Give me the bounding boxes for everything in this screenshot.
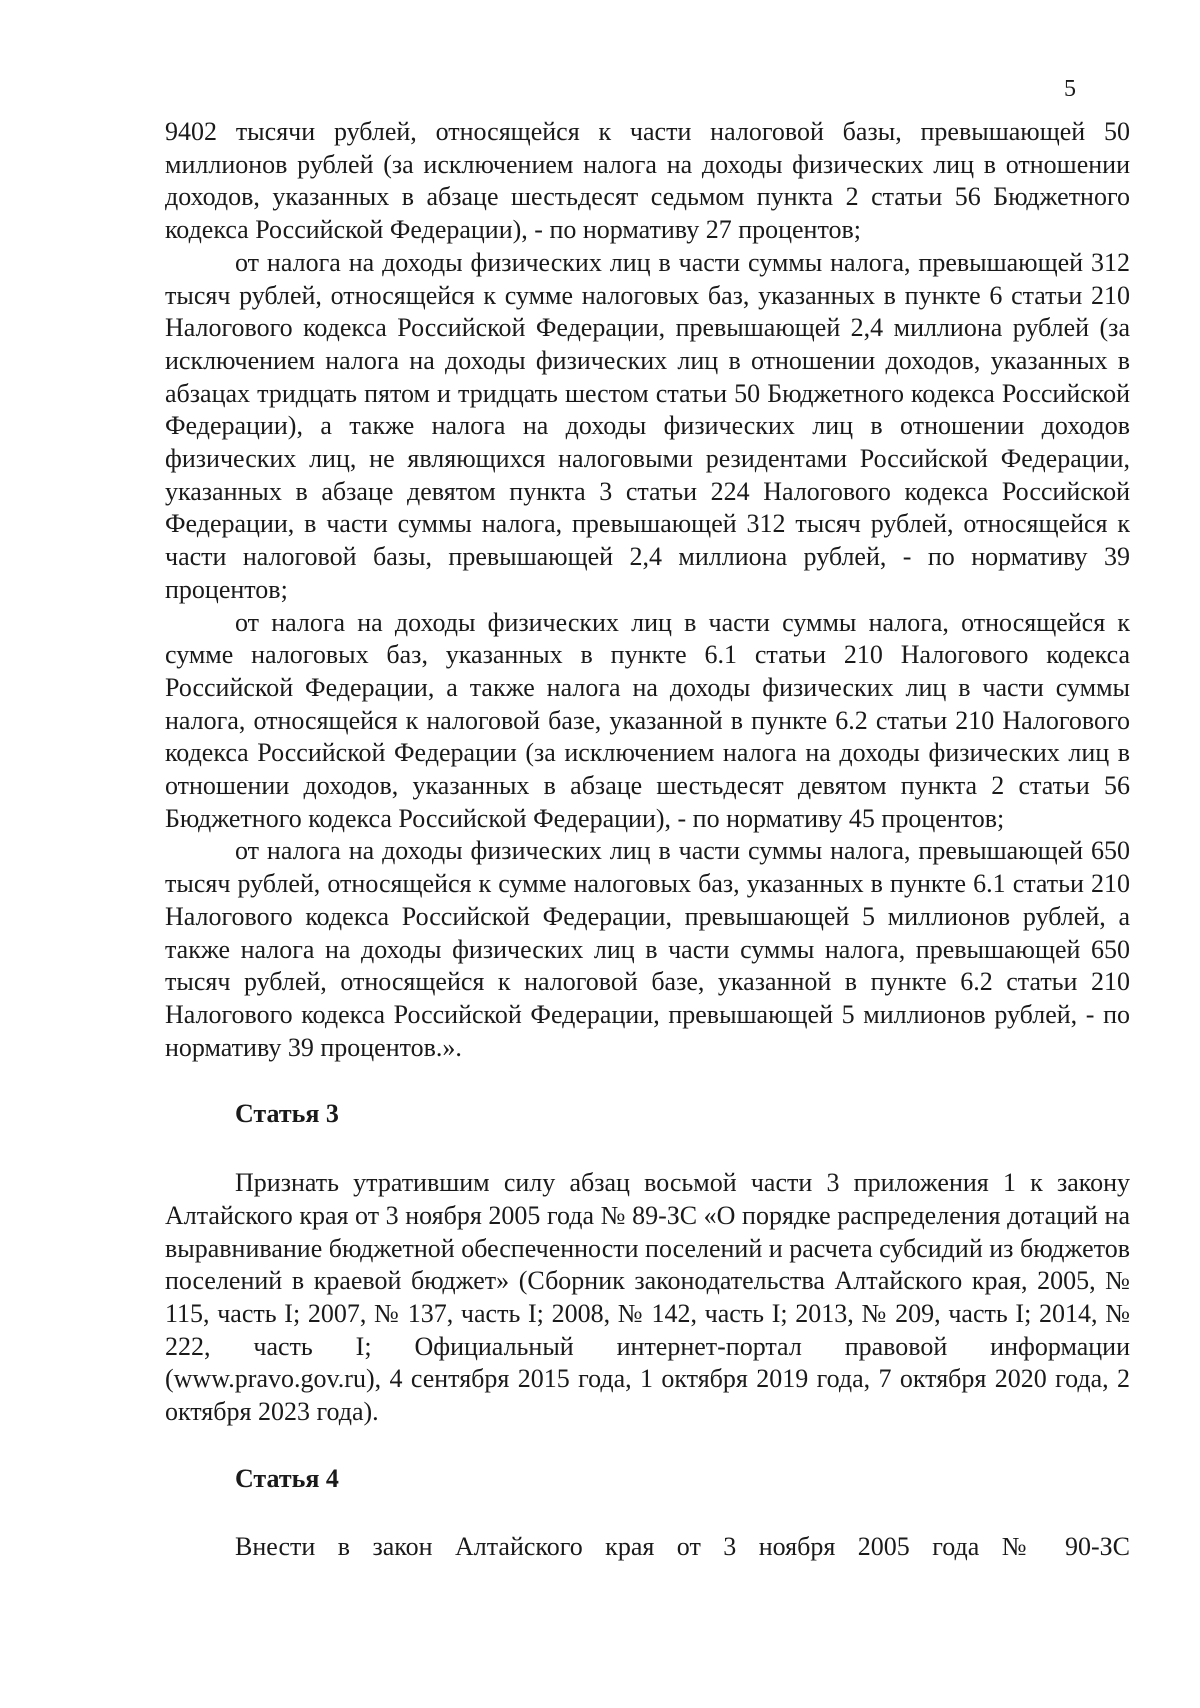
article-4-heading: Статья 4	[235, 1463, 339, 1493]
spacer	[165, 1131, 1130, 1167]
paragraph-tax-6-1: от налога на доходы физических лиц в части суммы налога, относящейся к сумме налоговых баз, указанных в пункте 6.1 статьи 210 Налогового кодекса Российской Федерации, а также налога на доходы физических лиц в части суммы налога, относящейся к налоговой базе, указанной в пункте 6.2 статьи 210 Налогового кодекса Российской Федерации (за исключением налога на доходы физических лиц в отношении доходов, указанных в абзаце шестьдесят девятом пункта 2 статьи 56 Бюджетного кодекса Российской Федерации), - по нормативу 45 процентов;	[165, 607, 1130, 833]
article-3-text: Признать утратившим силу абзац восьмой части 3 приложения 1 к закону Алтайского края от 3 ноября 2005 года № 89-ЗС «О порядке распределения дотаций на выравнивание бюджетной обеспеченности поселений и расчета субсидий из бюджетов поселений в краевой бюджет» (Сборник законодательства Алтайского края, 2005, № 115, часть I; 2007, № 137, часть I; 2008, № 142, часть I; 2013, № 209, часть I; 2014, № 222, часть I; Официальный интернет-портал правовой информации (www.pravo.gov.ru), 4 сентября 2015 года, 1 октября 2019 года, 7 октября 2020 года, 2 октября 2023 года).	[165, 1168, 1130, 1427]
article-4-text: Внести в закон Алтайского края от 3 ноября 2005 года № 90-ЗС	[235, 1532, 1130, 1562]
paragraph-tax-650: от налога на доходы физических лиц в части суммы налога, превышающей 650 тысяч рублей, относящейся к сумме налоговых баз, указанных в пункте 6.1 статьи 210 Налогового кодекса Российской Федерации, превышающей 5 миллионов рублей, а также налога на доходы физических лиц в части суммы налога, превышающей 650 тысяч рублей, относящейся к налоговой базе, указанной в пункте 6.2 статьи 210 Налогового кодекса Российской Федерации, превышающей 5 миллионов рублей, - по нормативу 39 процентов.».	[165, 836, 1130, 1062]
spacer	[165, 1064, 1130, 1098]
document-body	[165, 116, 1130, 1564]
paragraph-continued: 9402 тысячи рублей, относящейся к части налоговой базы, превышающей 50 миллионов рублей (за исключением налога на доходы физических лиц в отношении доходов, указанных в абзаце шестьдесят седьмом пункта 2 статьи 56 Бюджетного кодекса Российской Федерации), - по нормативу 27 процентов;	[165, 117, 1130, 245]
article-3-heading: Статья 3	[235, 1099, 339, 1129]
spacer	[165, 1495, 1130, 1531]
page-number: 5	[1064, 76, 1076, 102]
paragraph-tax-312: от налога на доходы физических лиц в части суммы налога, превышающей 312 тысяч рублей, относящейся к сумме налоговых баз, указанных в пункте 6 статьи 210 Налогового кодекса Российской Федерации, превышающей 2,4 миллиона рублей (за исключением налога на доходы физических лиц в отношении доходов, указанных в абзацах тридцать пятом и тридцать шестом статьи 50 Бюджетного кодекса Российской Федерации), а также налога на доходы физических лиц в отношении доходов физических лиц, не являющихся налоговыми резидентами Российской Федерации, указанных в абзаце девятом пункта 3 статьи 224 Налогового кодекса Российской Федерации, в части суммы налога, превышающей 312 тысяч рублей, относящейся к части налоговой базы, превышающей 2,4 миллиона рублей, - по нормативу 39 процентов;	[165, 247, 1130, 604]
spacer	[165, 1429, 1130, 1463]
